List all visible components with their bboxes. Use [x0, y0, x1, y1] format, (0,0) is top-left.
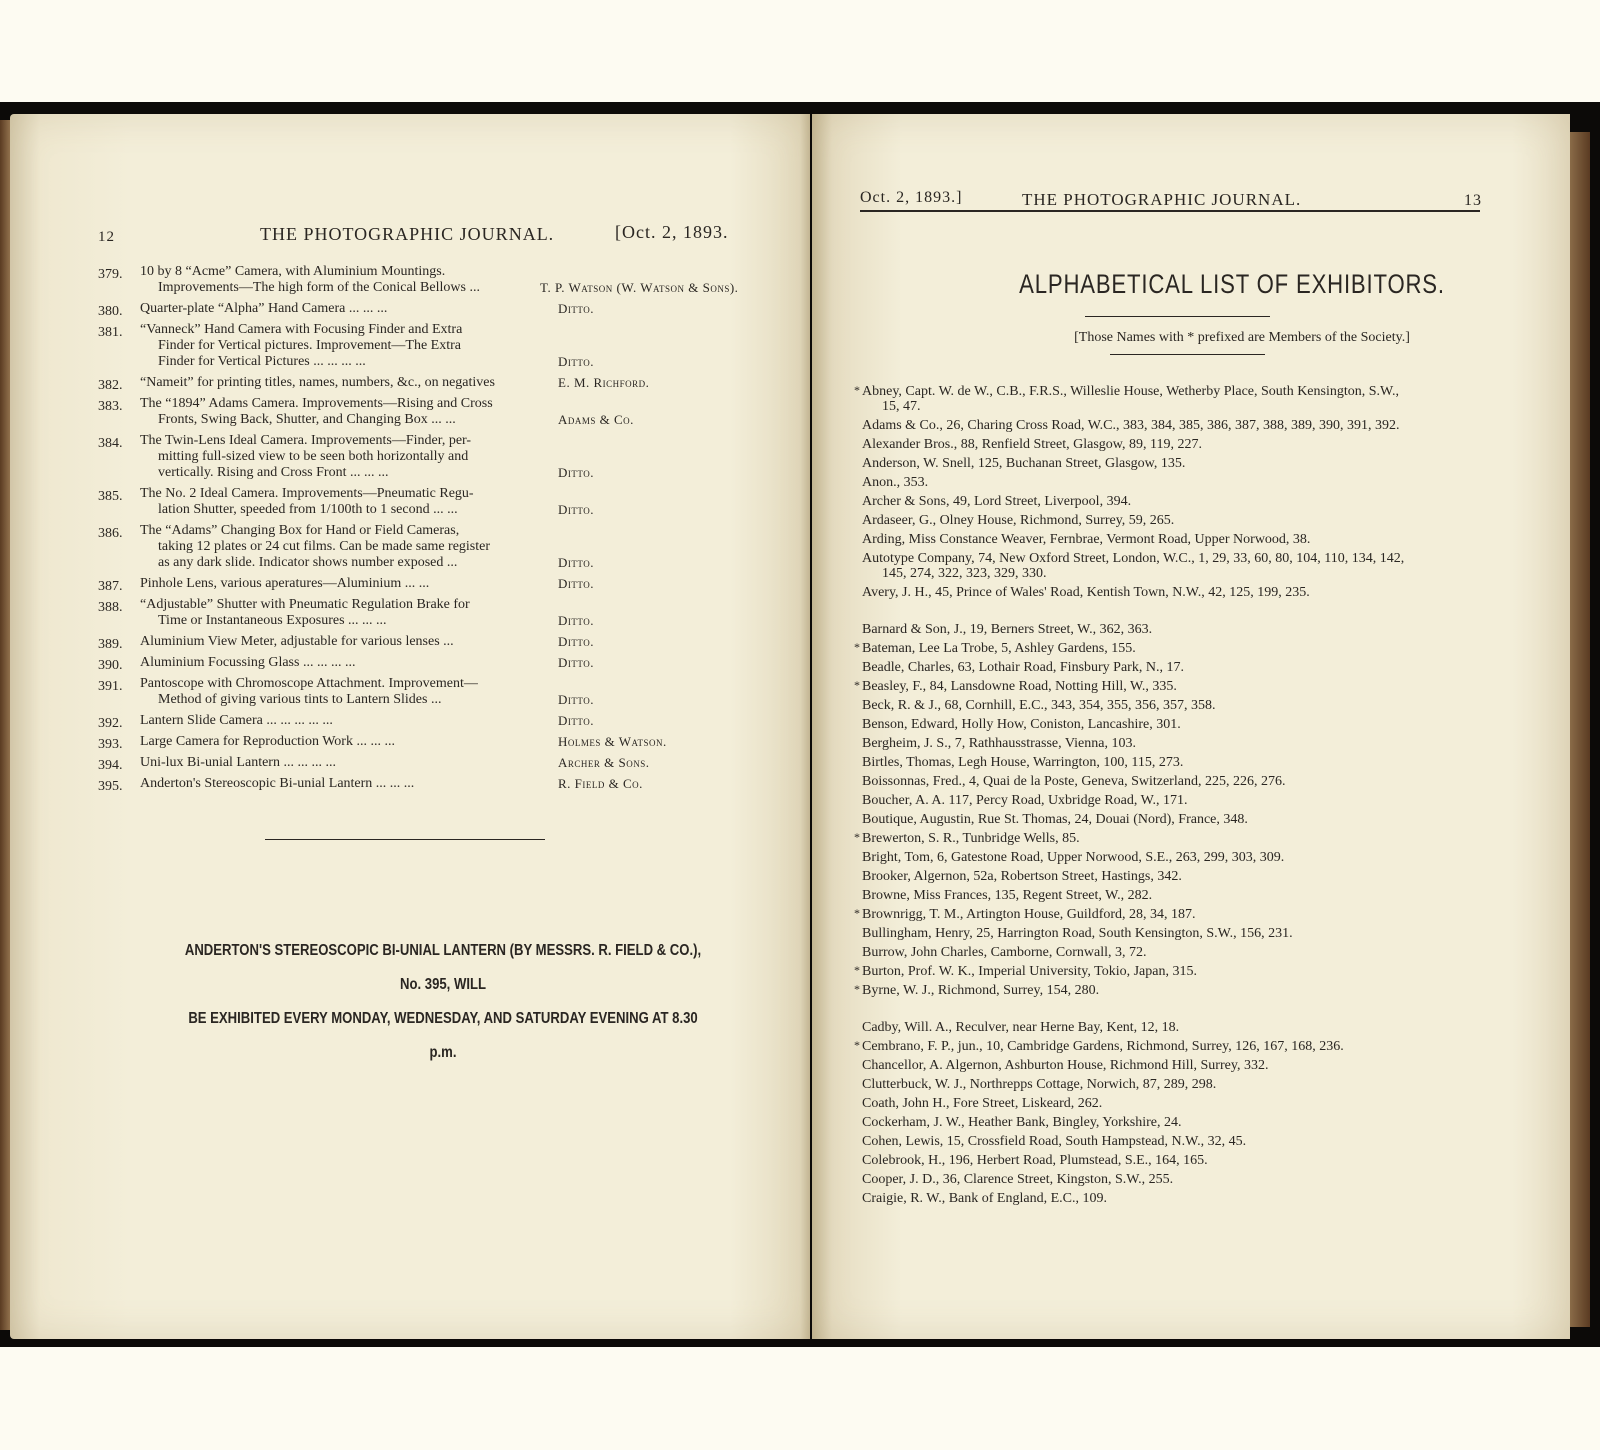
notice-line-1: ANDERTON'S STEREOSCOPIC BI-UNIAL LANTERN (BY MESSRS. R. FIELD & CO.), No. 395, WILL — [184, 942, 702, 993]
item-exhibitor: Ditto. — [558, 692, 594, 707]
item-description-line: Improvements—The high form of the Conical Bellows ... — [158, 280, 480, 295]
item-number: 387. — [98, 579, 123, 594]
list-title: ALPHABETICAL LIST OF EXHIBITORS. — [1019, 269, 1445, 299]
item-description-line: Uni-lux Bi-unial Lantern ... ... ... ... — [140, 755, 336, 770]
item-number: 385. — [98, 489, 123, 504]
exhibitor-line: Beadle, Charles, 63, Lothair Road, Finsbury Park, N., 17. — [862, 660, 1184, 675]
exhibitor-entry — [862, 774, 1512, 789]
item-description-line: The “1894” Adams Camera. Improvements—Rising and Cross — [140, 396, 493, 411]
exhibitor-entry — [854, 1038, 1512, 1054]
exhibitor-entry — [862, 1020, 1512, 1035]
member-asterisk: * — [854, 906, 860, 920]
item-exhibitor: Ditto. — [558, 713, 594, 728]
exhibitor-entry — [862, 1096, 1512, 1111]
item-description-line: The “Adams” Changing Box for Hand or Field Cameras, — [140, 523, 460, 538]
right-running-date: Oct. 2, 1893.] — [860, 189, 963, 206]
exhibitor-line: Boucher, A. A. 117, Percy Road, Uxbridge Road, W., 171. — [862, 793, 1188, 808]
item-description-line: Large Camera for Reproduction Work ... ... ... — [140, 734, 395, 749]
members-note: [Those Names with * prefixed are Members of the Society.] — [1074, 330, 1410, 345]
item-exhibitor: Archer & Sons. — [558, 755, 650, 770]
exhibitor-entry — [862, 551, 1512, 581]
item-description-line: Anderton's Stereoscopic Bi-unial Lantern ... ... ... — [140, 776, 415, 791]
item-number: 379. — [98, 267, 123, 282]
exhibitor-entry — [862, 475, 1512, 490]
item-exhibitor: Ditto. — [558, 502, 594, 517]
item-description-line: Lantern Slide Camera ... ... ... ... ... — [140, 713, 333, 728]
item-description-line: 10 by 8 “Acme” Camera, with Aluminium Mountings. — [140, 264, 446, 279]
exhibitor-line: Brownrigg, T. M., Artington House, Guildford, 28, 34, 187. — [862, 907, 1196, 922]
exhibitor-entry — [862, 850, 1512, 865]
item-number: 395. — [98, 779, 123, 794]
exhibitor-entry — [862, 513, 1512, 528]
exhibitor-line: Beck, R. & J., 68, Cornhill, E.C., 343, 354, 355, 356, 357, 358. — [862, 698, 1216, 713]
item-number: 390. — [98, 658, 123, 673]
item-description-line: Aluminium View Meter, adjustable for various lenses ... — [140, 634, 454, 649]
exhibitor-entry — [862, 717, 1512, 732]
item-exhibitor: T. P. Watson (W. Watson & Sons). — [540, 280, 739, 295]
exhibitor-line: Bateman, Lee La Trobe, 5, Ashley Gardens, 155. — [862, 641, 1136, 656]
exhibitor-entry — [862, 585, 1512, 600]
exhibitor-line: Anderson, W. Snell, 125, Buchanan Street, Glasgow, 135. — [862, 456, 1186, 471]
exhibitor-entry — [862, 622, 1512, 637]
exhibitor-line: Cooper, J. D., 36, Clarence Street, Kingston, S.W., 255. — [862, 1172, 1174, 1187]
exhibitor-line: Alexander Bros., 88, Renfield Street, Glasgow, 89, 119, 227. — [862, 437, 1202, 452]
notice-line-2: BE EXHIBITED EVERY MONDAY, WEDNESDAY, AND SATURDAY EVENING AT 8.30 p.m. — [188, 1010, 698, 1061]
title-rule — [1085, 316, 1270, 317]
note-rule — [1110, 354, 1265, 355]
header-rule — [860, 210, 1480, 212]
exhibitor-entry — [862, 888, 1512, 903]
member-asterisk: * — [854, 383, 860, 397]
item-number: 386. — [98, 526, 123, 541]
exhibitor-line: Benson, Edward, Holly How, Coniston, Lancashire, 301. — [862, 717, 1181, 732]
exhibitor-entry — [862, 1153, 1512, 1168]
exhibitor-line: Abney, Capt. W. de W., C.B., F.R.S., Willeslie House, Wetherby Place, South Kensington, S.W., — [862, 384, 1399, 399]
exhibitor-entry — [862, 736, 1512, 751]
exhibitor-entry — [854, 830, 1512, 846]
exhibitor-entry — [862, 456, 1512, 471]
exhibitor-line: Cockerham, J. W., Heather Bank, Bingley, Yorkshire, 24. — [862, 1115, 1182, 1130]
exhibitor-entry — [862, 532, 1512, 547]
exhibitor-entry — [862, 945, 1512, 960]
item-exhibitor: Ditto. — [558, 655, 594, 670]
member-asterisk: * — [854, 830, 860, 844]
item-number: 389. — [98, 637, 123, 652]
exhibitor-line: Brooker, Algernon, 52a, Robertson Street, Hastings, 342. — [862, 869, 1182, 884]
exhibitor-line: Bright, Tom, 6, Gatestone Road, Upper Norwood, S.E., 263, 299, 303, 309. — [862, 850, 1285, 865]
exhibitor-line: Brewerton, S. R., Tunbridge Wells, 85. — [862, 831, 1080, 846]
item-number: 383. — [98, 399, 123, 414]
exhibitor-entry — [862, 812, 1512, 827]
exhibitor-line: Archer & Sons, 49, Lord Street, Liverpool, 394. — [862, 494, 1132, 509]
item-description-line: Pinhole Lens, various aperatures—Aluminium ... ... — [140, 576, 430, 591]
exhibitor-entry — [862, 418, 1512, 433]
divider-rule — [265, 839, 545, 840]
exhibitor-entry — [862, 1077, 1512, 1092]
item-number: 391. — [98, 679, 123, 694]
exhibitor-line: Coath, John H., Fore Street, Liskeard, 262. — [862, 1096, 1103, 1111]
exhibitor-entry — [862, 660, 1512, 675]
exhibitor-line: Craigie, R. W., Bank of England, E.C., 109. — [862, 1191, 1107, 1206]
exhibitor-entry — [854, 678, 1512, 694]
exhibitor-line: Cohen, Lewis, 15, Crossfield Road, South Hampstead, N.W., 32, 45. — [862, 1134, 1247, 1149]
exhibitor-line: Birtles, Thomas, Legh House, Warrington, 100, 115, 273. — [862, 755, 1184, 770]
item-exhibitor: Ditto. — [558, 301, 594, 316]
member-asterisk: * — [854, 963, 860, 977]
item-description-line: “Nameit” for printing titles, names, numbers, &c., on negatives — [140, 375, 495, 390]
exhibitor-line: Cadby, Will. A., Reculver, near Herne Bay, Kent, 12, 18. — [862, 1020, 1180, 1035]
item-description-line: Pantoscope with Chromoscope Attachment. Improvement— — [140, 676, 478, 691]
item-number: 382. — [98, 378, 123, 393]
member-asterisk: * — [854, 1038, 860, 1052]
right-page — [812, 114, 1570, 1339]
book-spread — [0, 102, 1600, 1347]
item-exhibitor: Ditto. — [558, 634, 594, 649]
exhibitor-entry — [862, 494, 1512, 509]
exhibitor-entry — [854, 383, 1512, 414]
exhibitor-line: Avery, J. H., 45, Prince of Wales' Road, Kentish Town, N.W., 42, 125, 199, 235. — [862, 585, 1310, 600]
item-exhibitor: R. Field & Co. — [558, 776, 643, 791]
exhibitor-line: Bullingham, Henry, 25, Harrington Road, South Kensington, S.W., 156, 231. — [862, 926, 1293, 941]
exhibitor-entry — [854, 982, 1512, 998]
exhibitor-line: 145, 274, 322, 323, 329, 330. — [882, 566, 1047, 581]
exhibitor-entry — [854, 640, 1512, 656]
item-description-line: taking 12 plates or 24 cut films. Can be made same register — [158, 539, 491, 554]
exhibitor-line: Burton, Prof. W. K., Imperial University, Tokio, Japan, 315. — [862, 964, 1197, 979]
exhibitor-line: 15, 47. — [882, 399, 921, 414]
exhibitor-line: Burrow, John Charles, Camborne, Cornwall, 3, 72. — [862, 945, 1147, 960]
left-running-title: THE PHOTOGRAPHIC JOURNAL. — [260, 224, 555, 244]
item-description-line: Finder for Vertical pictures. Improvement—The Extra — [158, 338, 461, 353]
exhibitor-line: Bergheim, J. S., 7, Rathhausstrasse, Vienna, 103. — [862, 736, 1136, 751]
exhibitor-line: Boissonnas, Fred., 4, Quai de la Poste, Geneva, Switzerland, 225, 226, 276. — [862, 774, 1286, 789]
item-exhibitor: Adams & Co. — [558, 412, 634, 427]
exhibitor-line: Autotype Company, 74, New Oxford Street, London, W.C., 1, 29, 33, 60, 80, 104, 110, 134, 142, — [862, 551, 1405, 566]
item-description-line: Aluminium Focussing Glass ... ... ... ... — [140, 655, 356, 670]
item-description-line: vertically. Rising and Cross Front ... ... ... — [158, 465, 389, 480]
exhibitor-line: Colebrook, H., 196, Herbert Road, Plumstead, S.E., 164, 165. — [862, 1153, 1208, 1168]
item-number: 392. — [98, 716, 123, 731]
item-description-line: mitting full-sized view to be seen both horizontally and — [158, 449, 469, 464]
exhibitor-entry — [862, 869, 1512, 884]
exhibitor-line: Adams & Co., 26, Charing Cross Road, W.C., 383, 384, 385, 386, 387, 388, 389, 390, 391, 392. — [862, 418, 1400, 433]
item-description-line: “Vanneck” Hand Camera with Focusing Finder and Extra — [140, 322, 463, 337]
item-number: 388. — [98, 600, 123, 615]
item-description-line: Method of giving various tints to Lantern Slides ... — [158, 692, 442, 707]
item-number: 380. — [98, 304, 123, 319]
right-running-title: THE PHOTOGRAPHIC JOURNAL. — [1022, 190, 1302, 209]
exhibitor-entry — [862, 926, 1512, 941]
exhibitor-entry — [862, 698, 1512, 713]
exhibitor-entry — [854, 963, 1512, 979]
left-running-date: [Oct. 2, 1893. — [615, 222, 729, 242]
exhibitor-line: Arding, Miss Constance Weaver, Fernbrae, Vermont Road, Upper Norwood, 38. — [862, 532, 1311, 547]
item-description-line: lation Shutter, speeded from 1/100th to 1 second ... ... — [158, 502, 458, 517]
exhibitor-entry — [862, 1115, 1512, 1130]
item-number: 393. — [98, 737, 123, 752]
member-asterisk: * — [854, 640, 860, 654]
item-description-line: The No. 2 Ideal Camera. Improvements—Pneumatic Regu- — [140, 486, 474, 501]
exhibitor-entry — [862, 1191, 1512, 1206]
lantern-notice — [177, 934, 710, 1070]
exhibitor-entry — [862, 1058, 1512, 1073]
exhibitor-line: Anon., 353. — [862, 475, 929, 490]
item-exhibitor: Ditto. — [558, 613, 594, 628]
item-number: 384. — [98, 436, 123, 451]
item-exhibitor: Ditto. — [558, 354, 594, 369]
item-description-line: Time or Instantaneous Exposures ... ... ... — [158, 613, 387, 628]
item-exhibitor: Ditto. — [558, 465, 594, 480]
left-page-number: 12 — [98, 229, 115, 245]
item-exhibitor: Ditto. — [558, 555, 594, 570]
item-description-line: as any dark slide. Indicator shows number exposed ... — [158, 555, 458, 570]
exhibitor-line: Ardaseer, G., Olney House, Richmond, Surrey, 59, 265. — [862, 513, 1175, 528]
member-asterisk: * — [854, 678, 860, 692]
exhibitor-line: Barnard & Son, J., 19, Berners Street, W., 362, 363. — [862, 622, 1153, 637]
right-book-edge — [1570, 132, 1590, 1327]
item-description-line: Finder for Vertical Pictures ... ... ... ... — [158, 354, 366, 369]
exhibitor-line: Boutique, Augustin, Rue St. Thomas, 24, Douai (Nord), France, 348. — [862, 812, 1248, 827]
item-exhibitor: E. M. Richford. — [558, 375, 650, 390]
exhibitor-entry — [862, 1172, 1512, 1187]
member-asterisk: * — [854, 982, 860, 996]
exhibitor-entry — [862, 755, 1512, 770]
exhibitor-entry — [862, 1134, 1512, 1149]
item-number: 381. — [98, 325, 123, 340]
exhibitor-line: Byrne, W. J., Richmond, Surrey, 154, 280. — [862, 983, 1100, 998]
exhibitor-line: Browne, Miss Frances, 135, Regent Street, W., 282. — [862, 888, 1153, 903]
right-page-number: 13 — [1464, 192, 1482, 209]
exhibitor-entry — [862, 437, 1512, 452]
item-exhibitor: Holmes & Watson. — [558, 734, 667, 749]
exhibitor-entry — [854, 906, 1512, 922]
exhibitor-line: Chancellor, A. Algernon, Ashburton House, Richmond Hill, Surrey, 332. — [862, 1058, 1269, 1073]
item-number: 394. — [98, 758, 123, 773]
exhibitor-line: Cembrano, F. P., jun., 10, Cambridge Gardens, Richmond, Surrey, 126, 167, 168, 236. — [862, 1039, 1344, 1054]
item-exhibitor: Ditto. — [558, 576, 594, 591]
item-description-line: The Twin-Lens Ideal Camera. Improvements—Finder, per- — [140, 433, 472, 448]
exhibitor-line: Clutterbuck, W. J., Northrepps Cottage, Norwich, 87, 289, 298. — [862, 1077, 1217, 1092]
exhibitor-line: Beasley, F., 84, Lansdowne Road, Notting Hill, W., 335. — [862, 679, 1177, 694]
item-description-line: “Adjustable” Shutter with Pneumatic Regulation Brake for — [140, 597, 470, 612]
left-page — [10, 114, 810, 1339]
exhibitor-entry — [862, 793, 1512, 808]
item-description-line: Fronts, Swing Back, Shutter, and Changing Box ... ... — [158, 412, 456, 427]
item-description-line: Quarter-plate “Alpha” Hand Camera ... ... ... — [140, 301, 388, 316]
